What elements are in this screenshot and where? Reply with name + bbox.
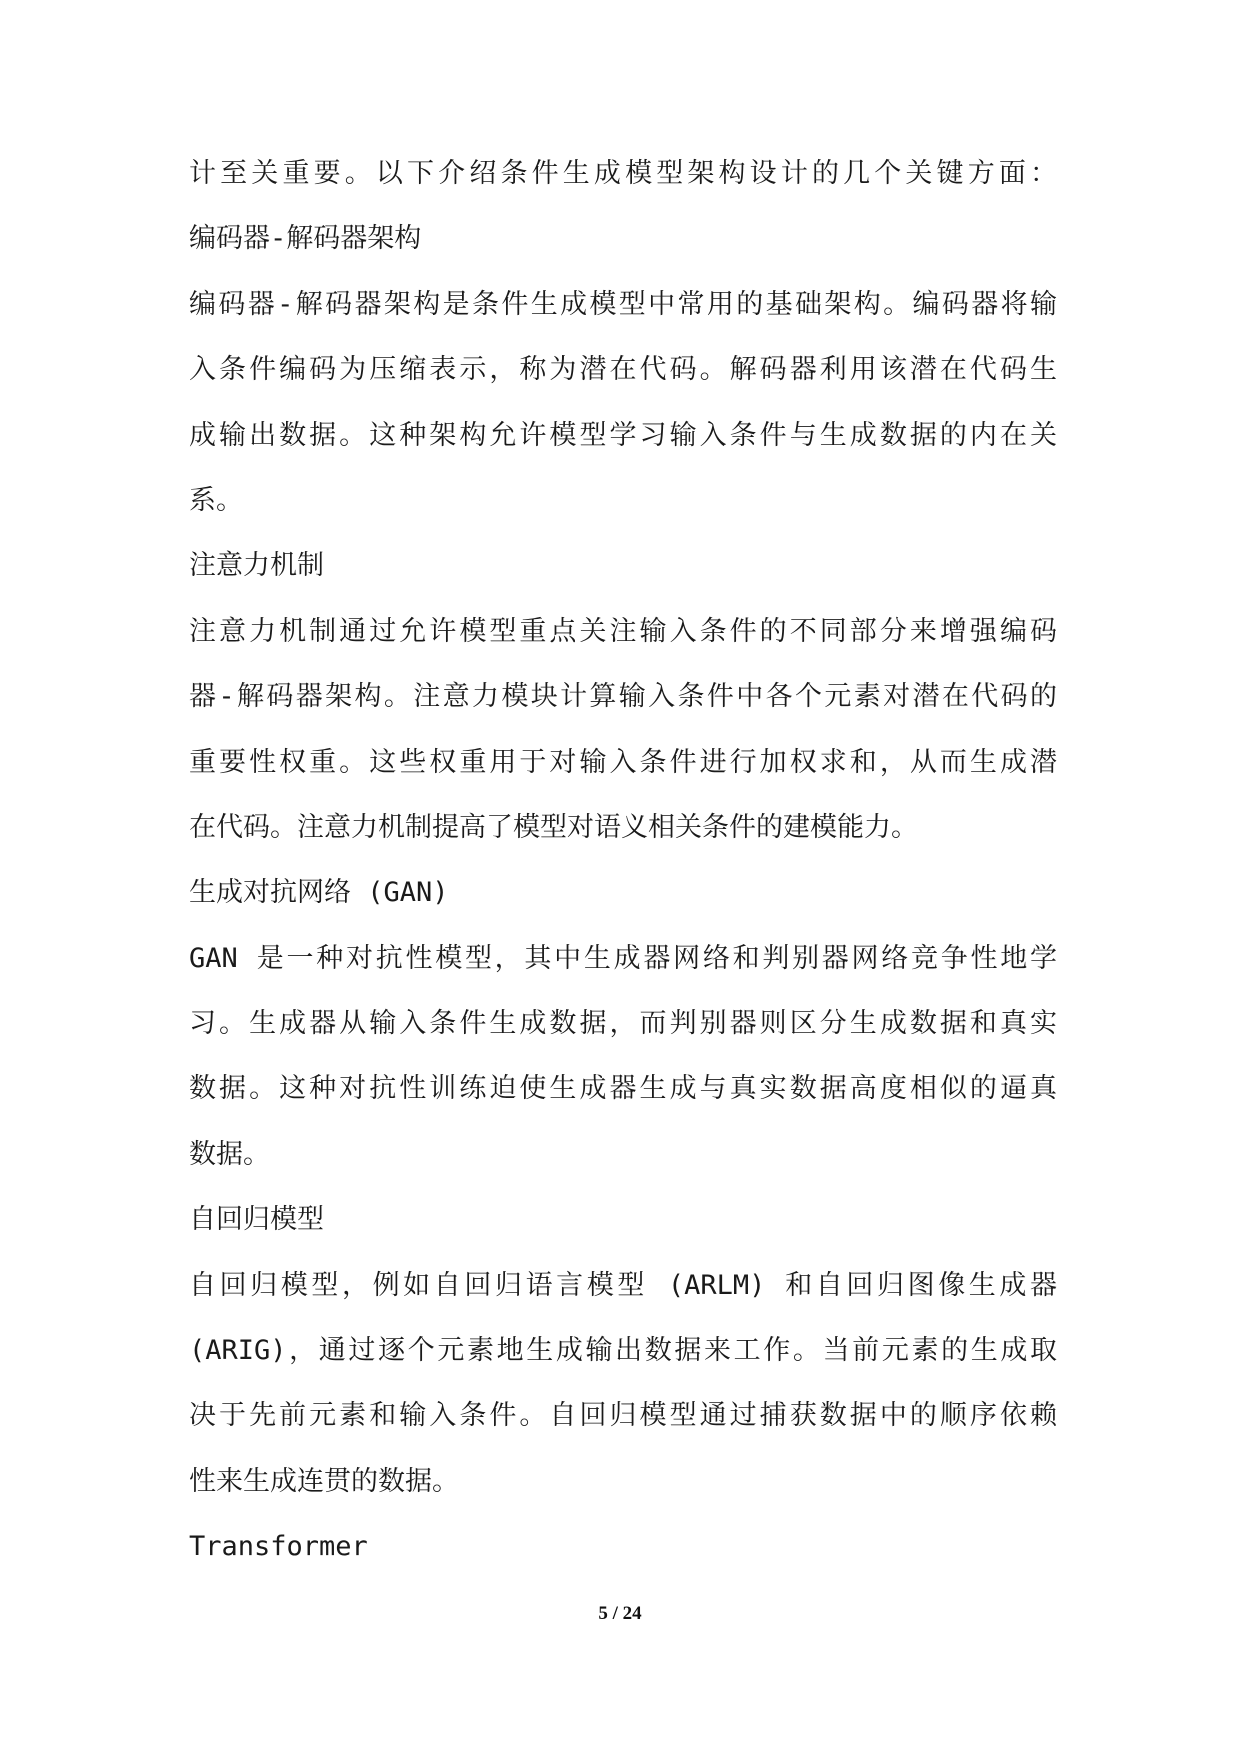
text-line: 系。 xyxy=(189,484,243,516)
text-line: 习。生成器从输入条件生成数据，而判别器则区分生成数据和真实 xyxy=(189,1008,1057,1040)
text-line: 数据。 xyxy=(189,1138,270,1170)
text-line: 重要性权重。这些权重用于对输入条件进行加权求和，从而生成潜 xyxy=(189,746,1057,778)
text-line: GAN 是一种对抗性模型，其中生成器网络和判别器网络竞争性地学 xyxy=(189,942,1057,974)
text-line: 编码器-解码器架构 xyxy=(189,223,422,255)
text-line: (ARIG)，通过逐个元素地生成输出数据来工作。当前元素的生成取 xyxy=(189,1335,1057,1367)
text-line: 编码器-解码器架构是条件生成模型中常用的基础架构。编码器将输 xyxy=(189,288,1057,320)
text-line: 决于先前元素和输入条件。自回归模型通过捕获数据中的顺序依赖 xyxy=(189,1400,1057,1432)
text-line: 生成对抗网络 (GAN) xyxy=(189,877,449,909)
text-line: 在代码。注意力机制提高了模型对语义相关条件的建模能力。 xyxy=(189,811,918,843)
page-number: 5 / 24 xyxy=(598,1603,642,1624)
text-line: 成输出数据。这种架构允许模型学习输入条件与生成数据的内在关 xyxy=(189,419,1057,451)
text-line: 自回归模型 xyxy=(189,1204,324,1236)
text-line: 自回归模型，例如自回归语言模型 (ARLM) 和自回归图像生成器 xyxy=(189,1269,1057,1301)
text-line: 性来生成连贯的数据。 xyxy=(189,1465,459,1497)
text-line: 器-解码器架构。注意力模块计算输入条件中各个元素对潜在代码的 xyxy=(189,681,1057,713)
text-line: 注意力机制 xyxy=(189,550,324,582)
text-line: 计至关重要。以下介绍条件生成模型架构设计的几个关键方面： xyxy=(189,158,1057,189)
text-line: 数据。这种对抗性训练迫使生成器生成与真实数据高度相似的逼真 xyxy=(189,1073,1057,1105)
text-line: 入条件编码为压缩表示，称为潜在代码。解码器利用该潜在代码生 xyxy=(189,354,1057,386)
text-line: 注意力机制通过允许模型重点关注输入条件的不同部分来增强编码 xyxy=(189,615,1057,647)
body-text xyxy=(189,160,1057,1599)
text-line: Transformer xyxy=(189,1531,368,1563)
